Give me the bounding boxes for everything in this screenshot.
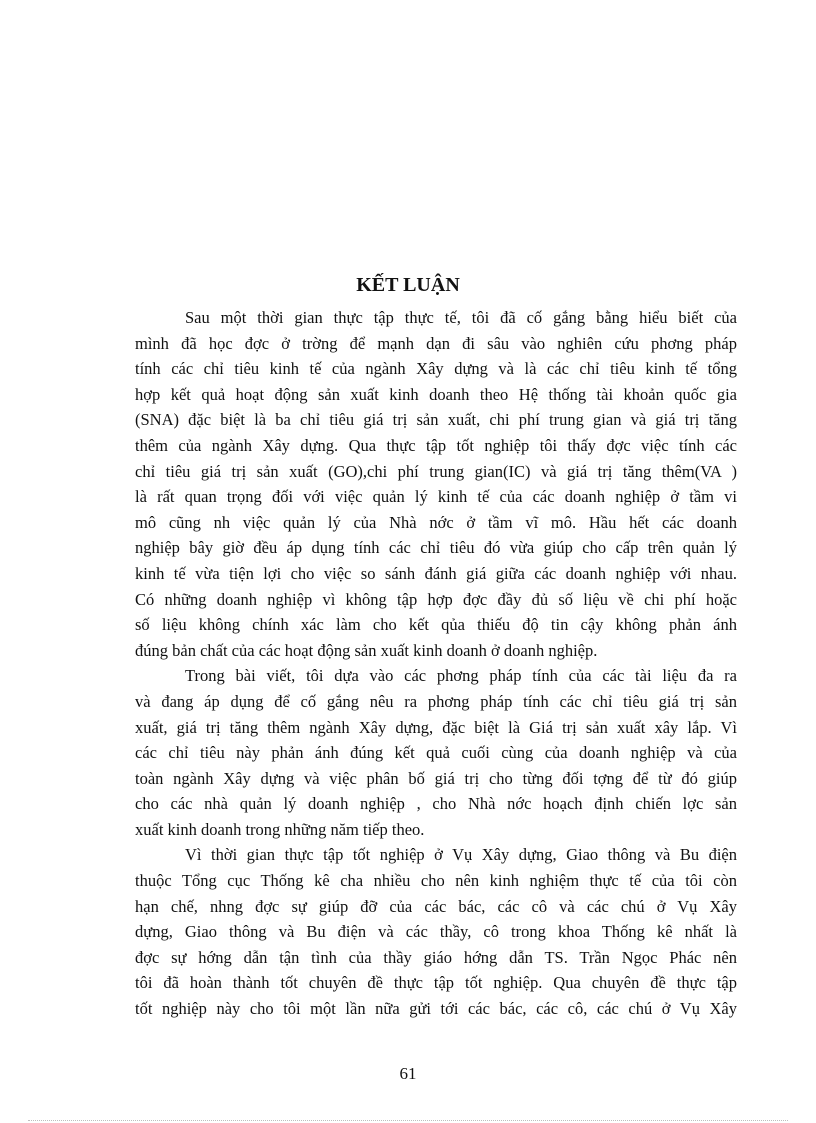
text-line: thêm của ngành Xây dựng. Qua thực tập tốt nghiệp tôi thấy đợc việc tính các [135,435,737,455]
text-line: xuất, giá trị tăng thêm ngành Xây dựng, đặc biệt là Giá trị sản xuất xây lắp. Vì [135,717,737,737]
text-line: Vì thời gian thực tập tốt nghiệp ở Vụ Xây dựng, Giao thông và Bu điện [185,845,737,865]
text-line: cho các nhà quản lý doanh nghiệp , cho Nhà nớc hoạch định chiến lợc sản [135,794,737,814]
text-line: kinh tế vừa tiện lợi cho việc so sánh đánh giá giữa các doanh nghiệp với nhau. [135,563,737,583]
page-number: 61 [399,1064,417,1083]
page-title: KẾT LUẬN [356,274,460,296]
text-line: đợc sự hớng dẫn tận tình của thầy giáo hớng dẫn TS. Trần Ngọc Phác nên [135,947,737,967]
text-line: hạn chế, nhng đợc sự giúp đỡ của các bác, các cô và các chú ở Vụ Xây [135,896,737,916]
text-line: số liệu không chính xác làm cho kết qủa thiếu độ tin cậy không phản ánh [135,615,737,635]
text-line: dựng, Giao thông và Bu điện và các thầy, cô trong khoa Thống kê nhất là [135,922,737,942]
text-line: Sau một thời gian thực tập thực tế, tôi đã cố gắng bằng hiểu biết của [185,308,737,327]
text-line: là rất quan trọng đối với việc quản lý kinh tế của các doanh nghiệp ở tầm vi [135,487,737,507]
text-line: chỉ tiêu giá trị sản xuất (GO),chi phí trung gian(IC) và giá trị tăng thêm(VA ) [135,461,737,481]
page-bottom-divider [28,1120,788,1121]
text-line: tôi đã hoàn thành tốt chuyên đề thực tập tốt nghiệp. Qua chuyên đề thực tập [135,973,737,993]
text-line: mình đã học đợc ở trờng để mạnh dạn đi sâu vào nghiên cứu phơng pháp [135,333,737,353]
text-line: đúng bản chất của các hoạt động sản xuất kinh doanh ở doanh nghiệp. [135,640,598,660]
text-line: Có những doanh nghiệp vì không tập hợp đợc đầy đủ số liệu về chi phí hoặc [135,589,737,609]
paragraph-3 [135,842,737,1021]
text-line: thuộc Tổng cục Thống kê cha nhiều cho nên kinh nghiệm thực tế của tôi còn [135,871,737,891]
text-line: Trong bài viết, tôi dựa vào các phơng pháp tính của các tài liệu đa ra [185,666,737,686]
text-line: xuất kinh doanh trong những năm tiếp theo. [135,819,425,839]
text-line: nghiệp bây giờ đều áp dụng tính các chỉ tiêu đó vừa giúp cho cấp trên quản lý [135,538,737,558]
text-line: (SNA) đặc biệt là ba chỉ tiêu giá trị sản xuất, chi phí trung gian và giá trị tăng [135,410,737,430]
body-text [135,305,737,1022]
text-line: mô cũng nh việc quản lý của Nhà nớc ở tầm vĩ mô. Hầu hết các doanh [135,512,737,532]
text-line: tốt nghiệp này cho tôi một lần nữa gửi tới các bác, các cô, các chú ở Vụ Xây [135,999,737,1019]
text-line: hợp kết quả hoạt động sản xuất kinh doanh theo Hệ thống tài khoản quốc gia [135,384,737,404]
text-line: tính các chỉ tiêu kinh tế của ngành Xây dựng và là các chỉ tiêu kinh tế tổng [135,359,737,379]
text-line: các chỉ tiêu này phản ánh đúng kết quả cuối cùng của doanh nghiệp và của [135,743,737,763]
paragraph-1 [135,305,737,663]
text-line: và đang áp dụng để cố gắng nêu ra phơng pháp tính các chỉ tiêu giá trị sản [135,691,737,711]
paragraph-2 [135,663,737,842]
text-line: toàn ngành Xây dựng và việc phân bố giá trị cho từng đối tợng để từ đó giúp [135,768,737,788]
